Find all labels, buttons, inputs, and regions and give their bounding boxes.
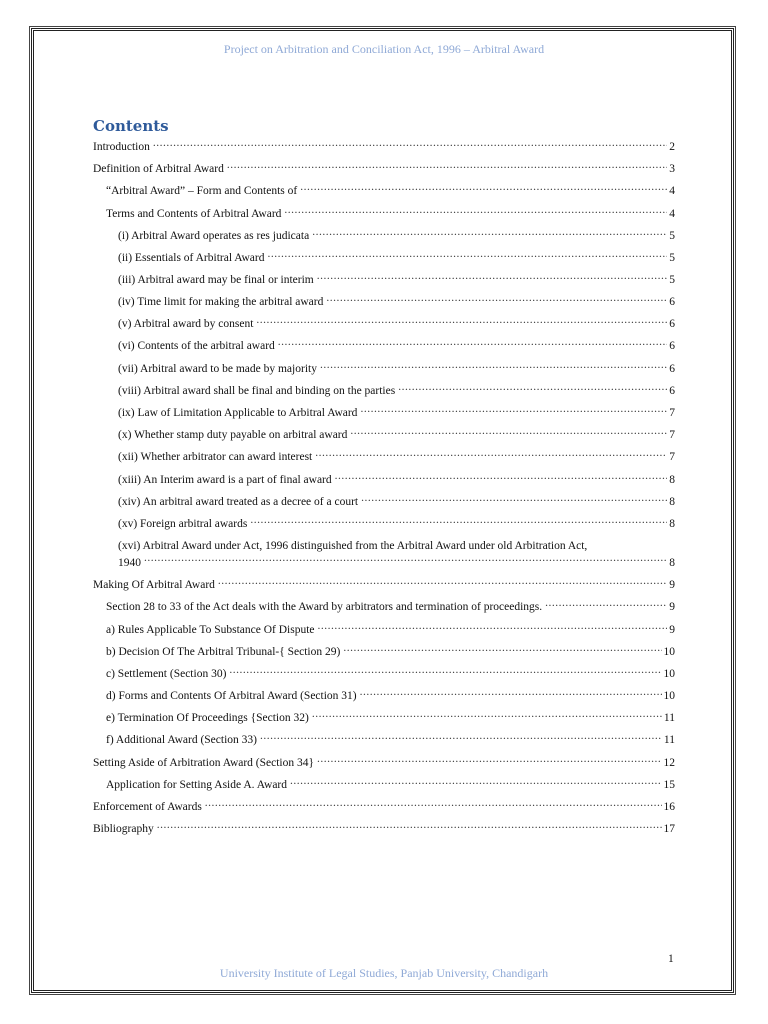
toc-leader-dots: [545, 598, 667, 610]
toc-entry-title: (iv) Time limit for making the arbitral award: [118, 296, 324, 308]
toc-entry-additional-award[interactable]: [106, 731, 675, 747]
toc-entry-contents-award[interactable]: [118, 337, 675, 353]
toc-leader-dots: [343, 643, 661, 655]
toc-entry-title: Setting Aside of Arbitration Award (Section 34}: [93, 757, 315, 769]
toc-entry-page: 16: [663, 801, 675, 813]
toc-entry-settlement[interactable]: [106, 665, 675, 681]
toc-entry-title: f) Additional Award (Section 33): [106, 734, 257, 746]
toc-entry-page: 8: [669, 496, 675, 508]
toc-entry-foreign[interactable]: [118, 515, 675, 531]
toc-entry-res-judicata[interactable]: [118, 227, 675, 243]
toc-entry-title: (viii) Arbitral award shall be final and binding on the parties: [118, 385, 396, 397]
toc-entry-limitation[interactable]: [118, 404, 675, 420]
toc-entry-page: 6: [669, 385, 675, 397]
toc-entry-page: 8: [669, 474, 675, 486]
toc-entry-page: 7: [669, 429, 675, 441]
toc-leader-dots: [278, 337, 667, 349]
toc-entry-time-limit[interactable]: [118, 293, 675, 309]
toc-entry-making[interactable]: [93, 576, 675, 592]
toc-entry-page: 9: [669, 624, 675, 636]
toc-entry-page: 12: [663, 757, 675, 769]
page-header: Project on Arbitration and Conciliation Act, 1996 – Arbitral Award: [223, 42, 545, 56]
toc-leader-dots: [250, 515, 667, 527]
toc-entry-page: 6: [669, 363, 675, 375]
toc-entry-title: (ii) Essentials of Arbitral Award: [118, 252, 265, 264]
toc-leader-dots: [360, 687, 662, 699]
toc-entry-page: 11: [663, 712, 675, 724]
toc-entry-interest[interactable]: [118, 448, 675, 464]
toc-entry-final-interim[interactable]: [118, 271, 675, 287]
toc-entry-title: Section 28 to 33 of the Act deals with the Award by arbitrators and termination of proceedings.: [106, 601, 543, 613]
toc-leader-dots: [229, 665, 661, 677]
toc-entry-title: (iii) Arbitral award may be final or interim: [118, 274, 314, 286]
toc-entry-page: 6: [669, 318, 675, 330]
toc-entry-title: Bibliography: [93, 823, 154, 835]
toc-leader-dots: [153, 138, 667, 150]
toc-leader-dots: [317, 271, 667, 283]
toc-entry-title: Enforcement of Awards: [93, 801, 202, 813]
toc-entry-title: e) Termination Of Proceedings {Section 32): [106, 712, 309, 724]
toc-leader-dots: [320, 360, 667, 372]
toc-entry-page: 8: [669, 518, 675, 530]
toc-entry-decision[interactable]: [106, 643, 675, 659]
contents-heading: Contents: [93, 117, 169, 135]
toc-leader-dots: [290, 776, 661, 788]
toc-leader-dots: [284, 205, 667, 217]
toc-entry-final-binding[interactable]: [118, 382, 675, 398]
toc-entry-title: Definition of Arbitral Award: [93, 163, 224, 175]
toc-leader-dots: [398, 382, 667, 394]
toc-entry-page: 7: [669, 407, 675, 419]
toc-leader-dots: [312, 227, 667, 239]
toc-leader-dots: [318, 621, 668, 633]
toc-entry-title: (vi) Contents of the arbitral award: [118, 340, 275, 352]
toc-entry-title: (xiv) An arbitral award treated as a decree of a court: [118, 496, 359, 508]
toc-entry-page: 3: [669, 163, 675, 175]
toc-entry-title: Introduction: [93, 141, 150, 153]
page-number: 1: [668, 953, 674, 965]
toc-leader-dots: [361, 493, 667, 505]
toc-entry-by-consent[interactable]: [118, 315, 675, 331]
toc-entry-essentials[interactable]: [118, 249, 675, 265]
toc-leader-dots: [300, 182, 667, 194]
toc-leader-dots: [205, 798, 662, 810]
toc-entry-title: (i) Arbitral Award operates as res judicata: [118, 230, 310, 242]
toc-leader-dots: [360, 404, 667, 416]
toc-entry-page: 5: [669, 252, 675, 264]
toc-leader-dots: [317, 754, 661, 766]
toc-entry-title: Terms and Contents of Arbitral Award: [106, 208, 282, 220]
toc-entry-title: (v) Arbitral award by consent: [118, 318, 254, 330]
toc-leader-dots: [157, 820, 662, 832]
toc-entry-page: 6: [669, 340, 675, 352]
toc-leader-dots: [326, 293, 667, 305]
toc-entry-page: 10: [663, 668, 675, 680]
toc-entry-title: Making Of Arbitral Award: [93, 579, 215, 591]
toc-entry-definition[interactable]: [93, 160, 675, 176]
toc-entry-forms-contents[interactable]: [106, 687, 675, 703]
toc-entry-title: (xv) Foreign arbitral awards: [118, 518, 248, 530]
toc-entry-page: 11: [663, 734, 675, 746]
toc-entry-title: a) Rules Applicable To Substance Of Dispute: [106, 624, 315, 636]
toc-entry-distinguished[interactable]: [118, 538, 675, 571]
toc-entry-title: d) Forms and Contents Of Arbitral Award (Section 31): [106, 690, 357, 702]
toc-entry-terms-contents[interactable]: [106, 205, 675, 221]
toc-entry-page: 2: [669, 141, 675, 153]
toc-entry-enforcement[interactable]: [93, 798, 675, 814]
toc-entry-title: “Arbitral Award” – Form and Contents of: [106, 185, 298, 197]
toc-entry-form-contents[interactable]: [106, 182, 675, 198]
toc-entry-page: 17: [663, 823, 675, 835]
toc-entry-title: b) Decision Of The Arbitral Tribunal-{ Section 29): [106, 646, 341, 658]
toc-leader-dots: [315, 448, 667, 460]
toc-leader-dots: [335, 471, 668, 483]
toc-entry-application[interactable]: [106, 776, 675, 792]
toc-entry-majority[interactable]: [118, 360, 675, 376]
toc-entry-page: 4: [669, 208, 675, 220]
toc-leader-dots: [256, 315, 667, 327]
toc-entry-title-continued: 1940: [118, 557, 141, 569]
toc-entry-title: (vii) Arbitral award to be made by majority: [118, 363, 317, 375]
toc-entry-title: (ix) Law of Limitation Applicable to Arbitral Award: [118, 407, 358, 419]
toc-entry-page: 4: [669, 185, 675, 197]
toc-leader-dots: [260, 731, 662, 743]
toc-entry-title: Application for Setting Aside A. Award: [106, 779, 288, 791]
toc-entry-page: 9: [669, 601, 675, 613]
toc-leader-dots: [144, 554, 667, 566]
toc-entry-rules-applicable[interactable]: [106, 621, 675, 637]
toc-entry-termination[interactable]: [106, 709, 675, 725]
toc-entry-page: 6: [669, 296, 675, 308]
toc-entry-page: 5: [669, 230, 675, 242]
toc-leader-dots: [218, 576, 667, 588]
toc-entry-title: (xvi) Arbitral Award under Act, 1996 distinguished from the Arbitral Award under old Arbitration Act,: [118, 540, 588, 552]
toc-entry-page: 5: [669, 274, 675, 286]
toc-entry-stamp-duty[interactable]: [118, 426, 675, 442]
toc-entry-title: (xiii) An Interim award is a part of final award: [118, 474, 332, 486]
toc-leader-dots: [350, 426, 667, 438]
toc-entry-page: 7: [669, 451, 675, 463]
toc-entry-title: c) Settlement (Section 30): [106, 668, 227, 680]
toc-leader-dots: [312, 709, 662, 721]
toc-entry-section-28-33[interactable]: [106, 598, 675, 614]
toc-entry-page: 8: [669, 557, 675, 569]
toc-entry-interim-part[interactable]: [118, 471, 675, 487]
toc-entry-setting-aside[interactable]: [93, 754, 675, 770]
toc-entry-title: (x) Whether stamp duty payable on arbitral award: [118, 429, 348, 441]
toc-leader-dots: [268, 249, 668, 261]
toc-entry-introduction[interactable]: [93, 138, 675, 154]
toc-entry-title: (xii) Whether arbitrator can award interest: [118, 451, 313, 463]
page-footer: University Institute of Legal Studies, Panjab University, Chandigarh: [219, 966, 549, 980]
toc-entry-decree[interactable]: [118, 493, 675, 509]
toc-leader-dots: [227, 160, 667, 172]
toc-entry-page: 10: [663, 646, 675, 658]
toc-entry-page: 15: [663, 779, 675, 791]
toc-entry-page: 9: [669, 579, 675, 591]
toc-entry-page: 10: [663, 690, 675, 702]
toc-entry-bibliography[interactable]: [93, 820, 675, 836]
